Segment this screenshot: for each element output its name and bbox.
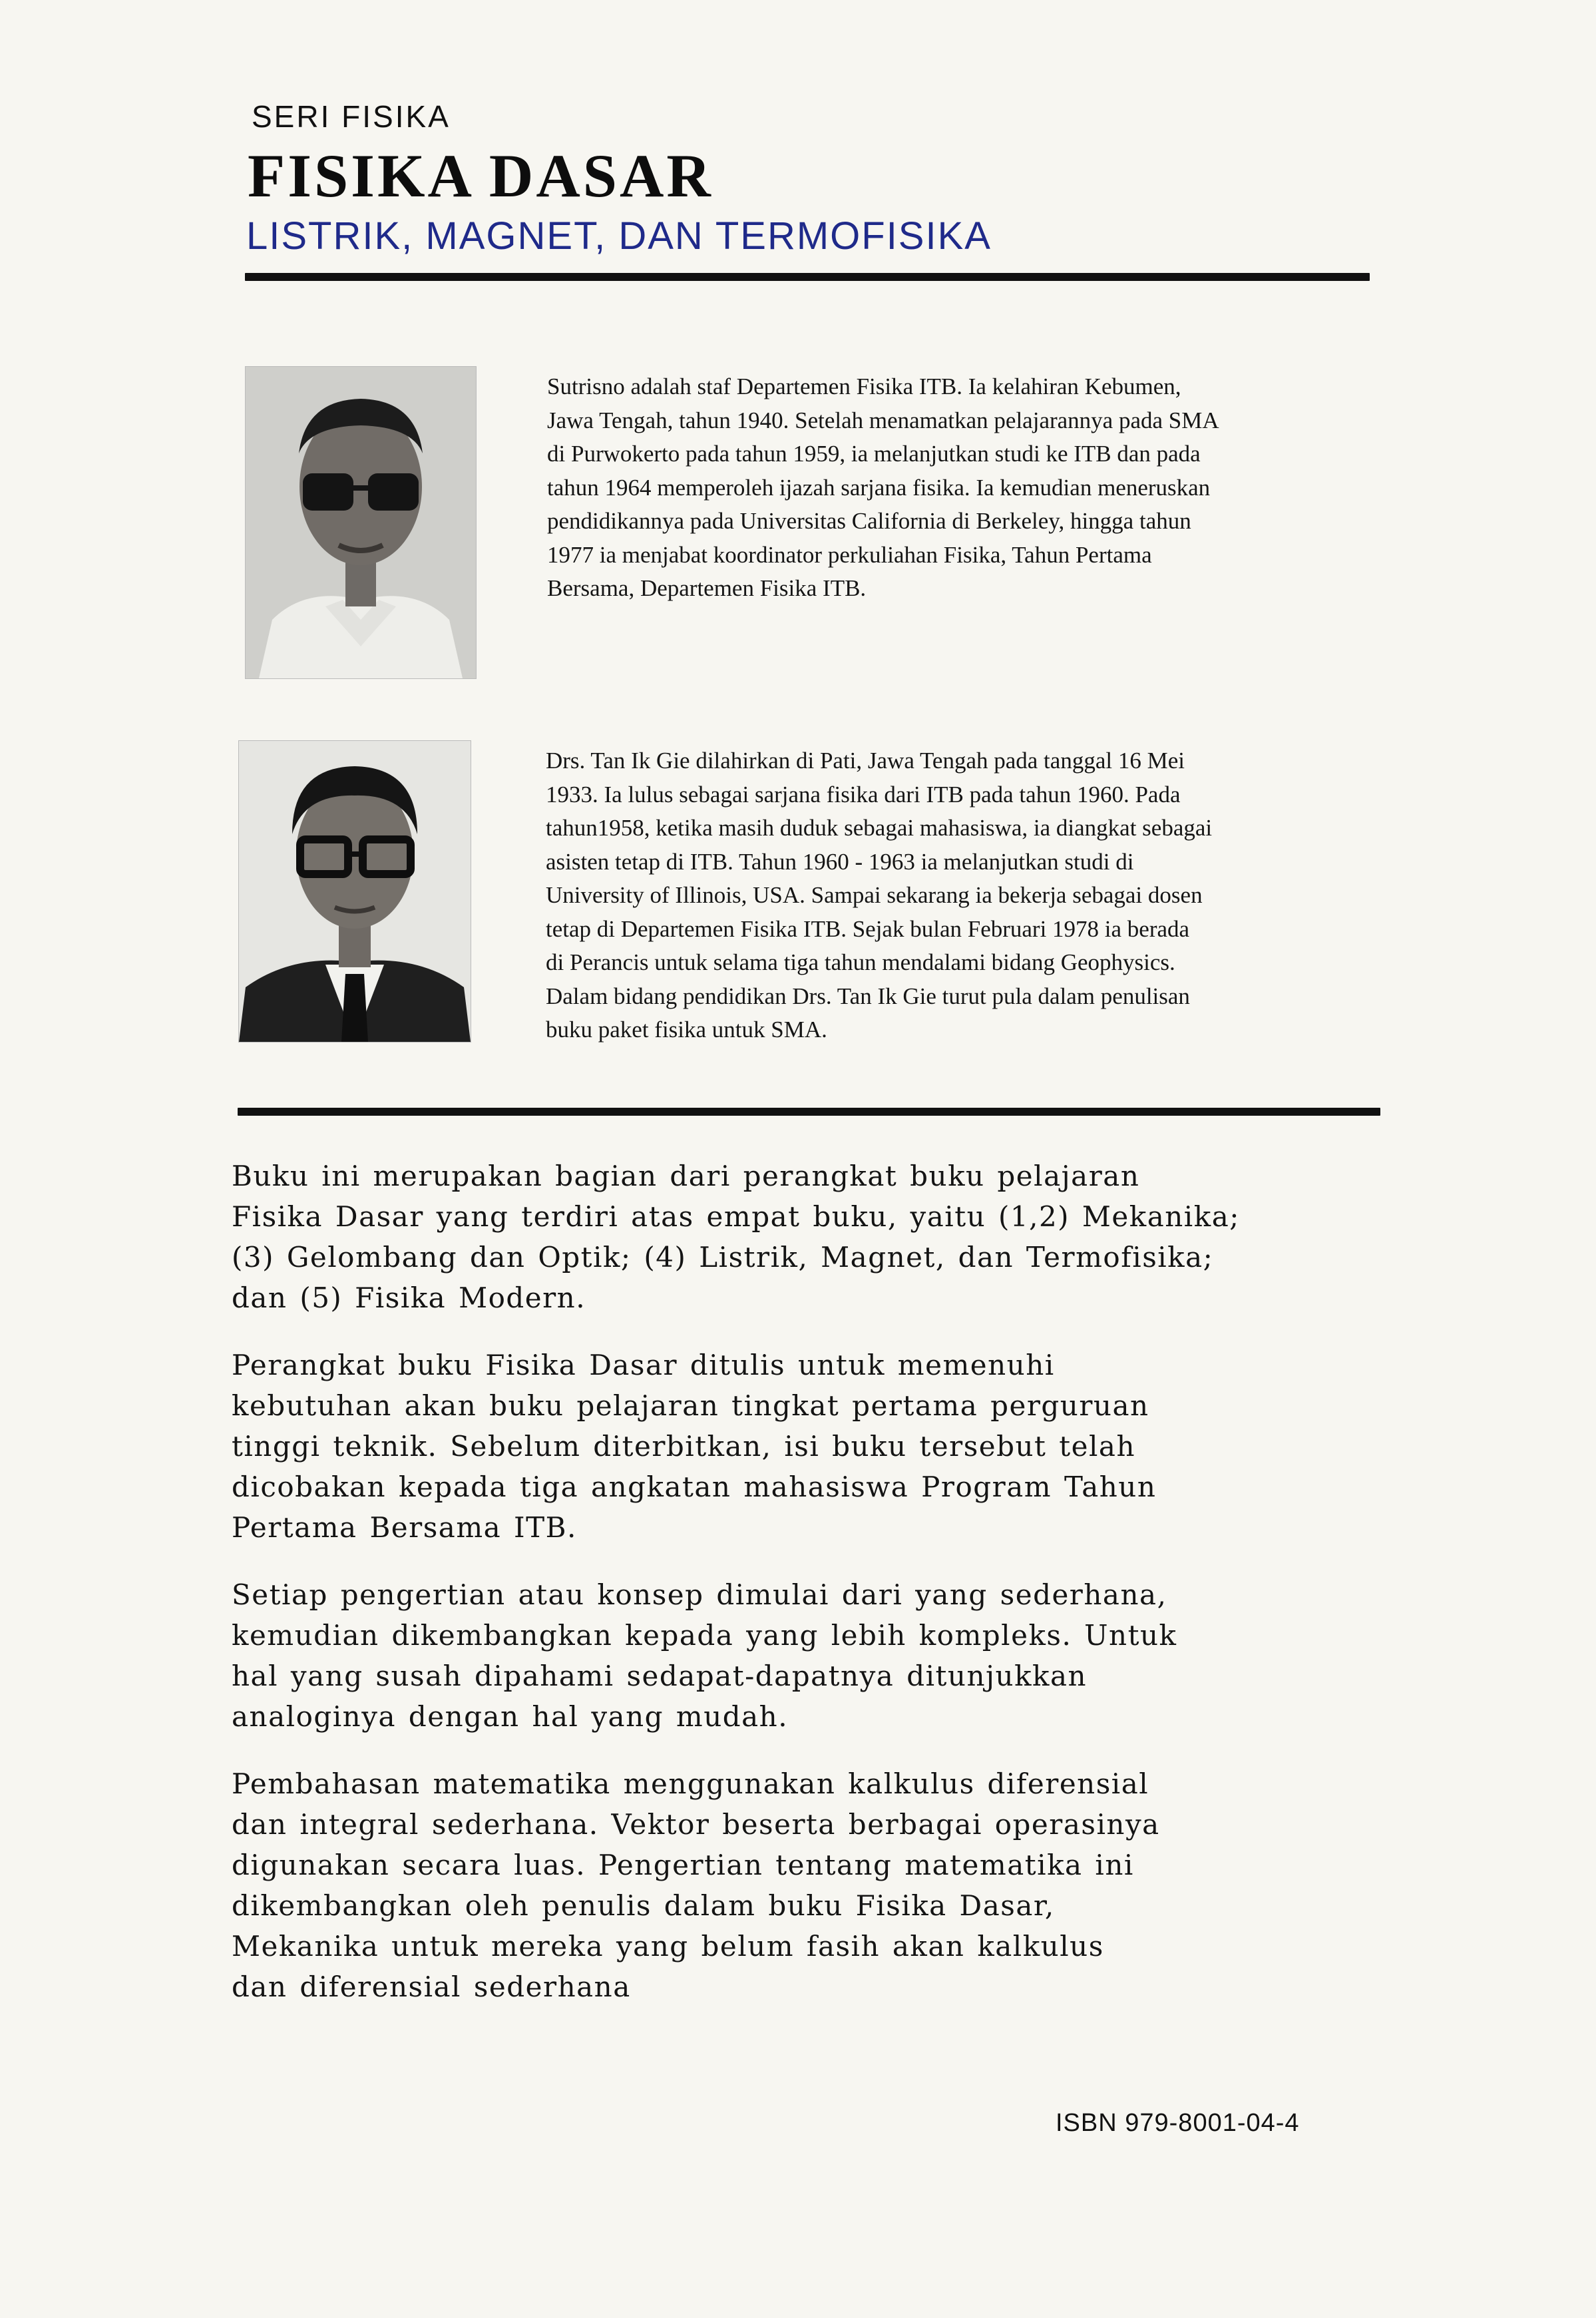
description-line: digunakan secara luas. Pengertian tentang matematika ini <box>232 1849 1134 1881</box>
description-line: Pembahasan matematika menggunakan kalkulus diferensial <box>232 1767 1149 1800</box>
bio-line: Bersama, Departemen Fisika ITB. <box>547 575 867 601</box>
description-line: tinggi teknik. Sebelum diterbitkan, isi buku tersebut telah <box>232 1430 1136 1463</box>
description-line: hal yang susah dipahami sedapat-dapatnya ditunjukkan <box>232 1660 1088 1692</box>
book-subtitle: LISTRIK, MAGNET, DAN TERMOFISIKA <box>246 214 992 258</box>
author-photo-tan-ik-gie <box>238 740 471 1043</box>
bio-line: 1977 ia menjabat koordinator perkuliahan Fisika, Tahun Pertama <box>547 541 1152 568</box>
book-title: FISIKA DASAR <box>248 142 713 210</box>
bio-line: tahun 1964 memperoleh ijazah sarjana fisika. Ia kemudian meneruskan <box>547 474 1211 501</box>
description-line: Pertama Bersama ITB. <box>232 1511 577 1544</box>
author-bio-tan-ik-gie <box>546 744 1371 1047</box>
bio-line: University of Illinois, USA. Sampai sekarang ia bekerja sebagai dosen <box>546 882 1203 908</box>
series-label: SERI FISIKA <box>252 99 451 134</box>
description-line: dan (5) Fisika Modern. <box>232 1281 586 1314</box>
description-paragraph <box>232 1574 1376 1737</box>
description-line: Buku ini merupakan bagian dari perangkat buku pelajaran <box>232 1160 1140 1192</box>
bio-line: tetap di Departemen Fisika ITB. Sejak bulan Februari 1978 ia berada <box>546 915 1190 942</box>
bio-line: Dalam bidang pendidikan Drs. Tan Ik Gie turut pula dalam penulisan <box>546 983 1190 1009</box>
description-line: analoginya dengan hal yang mudah. <box>232 1700 789 1733</box>
description-line: kemudian dikembangkan kepada yang lebih kompleks. Untuk <box>232 1619 1177 1652</box>
isbn-label: ISBN 979-8001-04-4 <box>1056 2109 1300 2137</box>
bio-line: Sutrisno adalah staf Departemen Fisika ITB. Ia kelahiran Kebumen, <box>547 373 1181 399</box>
bio-line: asisten tetap di ITB. Tahun 1960 - 1963 ia melanjutkan studi di <box>546 848 1134 875</box>
description-line: dan diferensial sederhana <box>232 1970 631 2003</box>
top-divider <box>245 273 1370 281</box>
description-line: dikembangkan oleh penulis dalam buku Fisika Dasar, <box>232 1889 1055 1922</box>
description-line: dan integral sederhana. Vektor beserta berbagai operasinya <box>232 1808 1160 1841</box>
book-description <box>232 1156 1376 2034</box>
description-paragraph <box>232 1763 1376 2007</box>
bio-line: Drs. Tan Ik Gie dilahirkan di Pati, Jawa Tengah pada tanggal 16 Mei <box>546 748 1185 774</box>
description-line: Setiap pengertian atau konsep dimulai dari yang sederhana, <box>232 1578 1167 1611</box>
bio-line: 1933. Ia lulus sebagai sarjana fisika dari ITB pada tahun 1960. Pada <box>546 781 1181 808</box>
bio-line: buku paket fisika untuk SMA. <box>546 1017 827 1043</box>
description-line: (3) Gelombang dan Optik; (4) Listrik, Magnet, dan Termofisika; <box>232 1241 1214 1274</box>
description-line: Perangkat buku Fisika Dasar ditulis untuk memenuhi <box>232 1349 1055 1381</box>
bio-line: Jawa Tengah, tahun 1940. Setelah menamatkan pelajarannya pada SMA <box>547 407 1219 433</box>
bio-line: di Perancis untuk selama tiga tahun mendalami bidang Geophysics. <box>546 949 1175 975</box>
author-photo-sutrisno <box>245 366 477 679</box>
description-paragraph <box>232 1345 1376 1548</box>
bio-line: pendidikannya pada Universitas California di Berkeley, hingga tahun <box>547 508 1191 534</box>
bio-line: di Purwokerto pada tahun 1959, ia melanjutkan studi ke ITB dan pada <box>547 441 1201 467</box>
description-line: Mekanika untuk mereka yang belum fasih akan kalkulus <box>232 1930 1104 1963</box>
description-line: Fisika Dasar yang terdiri atas empat buku, yaitu (1,2) Mekanika; <box>232 1200 1240 1233</box>
middle-divider <box>238 1108 1380 1116</box>
bio-line: tahun1958, ketika masih duduk sebagai mahasiswa, ia diangkat sebagai <box>546 815 1213 841</box>
description-line: dicobakan kepada tiga angkatan mahasiswa Program Tahun <box>232 1471 1157 1503</box>
description-paragraph <box>232 1156 1376 1318</box>
author-bio-sutrisno <box>547 370 1366 606</box>
description-line: kebutuhan akan buku pelajaran tingkat pertama perguruan <box>232 1389 1149 1422</box>
